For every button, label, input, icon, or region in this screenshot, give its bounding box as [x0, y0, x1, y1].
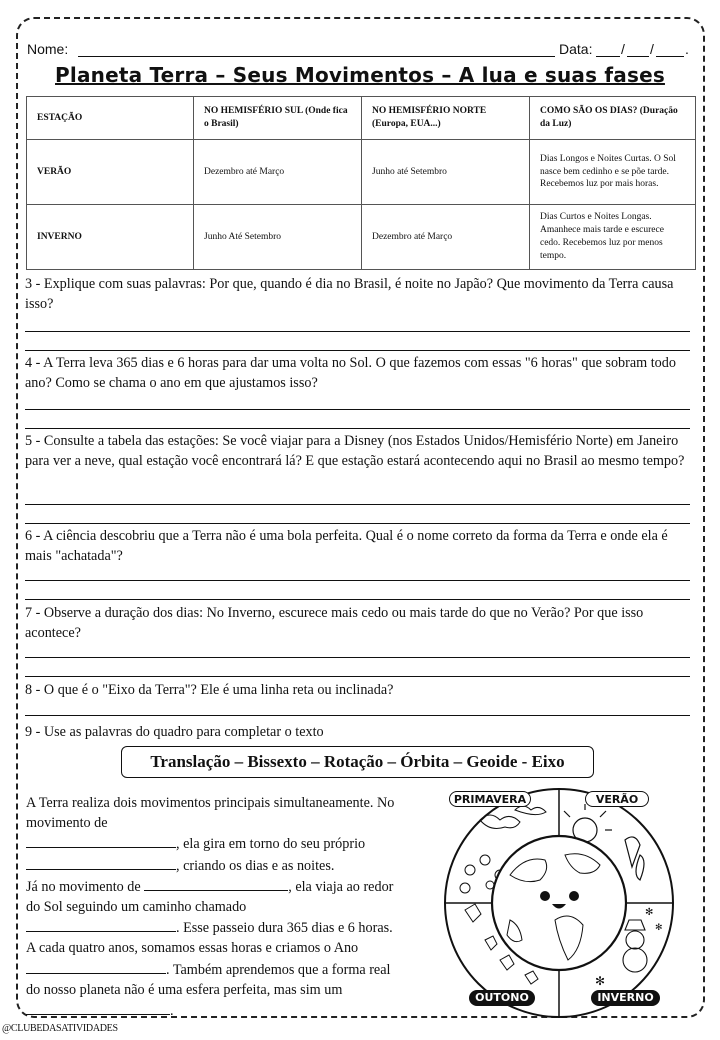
answer-line[interactable]	[25, 523, 690, 524]
page-title: Planeta Terra – Seus Movimentos – A lua e suas fases	[55, 63, 665, 87]
cloze-text: A Terra realiza dois movimentos principais simultaneamente. No movimento de	[26, 795, 395, 832]
season-cell: INVERNO	[27, 205, 194, 270]
north-cell: Junho até Setembro	[362, 140, 530, 205]
name-label: Nome:	[27, 41, 69, 57]
header-cell: NO HEMISFÉRIO NORTE (Europa, EUA...)	[362, 97, 530, 140]
answer-line[interactable]	[25, 580, 690, 581]
answer-line[interactable]	[25, 504, 690, 505]
cloze-text: , criando os dias e as noites.	[176, 857, 335, 874]
svg-text:✻: ✻	[595, 974, 606, 988]
date-day-field[interactable]	[596, 56, 620, 57]
table-header-row	[27, 97, 696, 140]
question-6: 6 - A ciência descobriu que a Terra não é uma bola perfeita. Qual é o nome correto da forma da Terra e onde ela é mais "achatada"?	[25, 528, 668, 564]
svg-text:✻: ✻	[645, 907, 654, 918]
cloze-text: . Também aprendemos que a forma real do nosso planeta não é uma esfera perfeita, mas sim um	[26, 961, 391, 998]
footer-credit: @CLUBEDASATIVIDADES	[2, 1023, 118, 1034]
south-cell: Junho Até Setembro	[194, 205, 362, 270]
answer-line[interactable]	[25, 428, 690, 429]
date-slash: /	[650, 41, 654, 57]
cloze-blank-geoid[interactable]	[26, 1000, 170, 1015]
cloze-blank-leap[interactable]	[26, 959, 166, 974]
answer-line[interactable]	[25, 350, 690, 351]
answer-line[interactable]	[25, 676, 690, 677]
question-3: 3 - Explique com suas palavras: Por que, quando é dia no Brasil, é noite no Japão? Que movimento da Terra causa isso?	[25, 276, 674, 312]
cloze-blank-orbit[interactable]	[26, 917, 176, 932]
header-cell: COMO SÃO OS DIAS? (Duração da Luz)	[530, 97, 696, 140]
answer-line[interactable]	[25, 657, 690, 658]
cloze-text: Já no movimento de	[26, 878, 141, 895]
season-cell: VERÃO	[27, 140, 194, 205]
cloze-text: , ela viaja ao redor do Sol seguindo um caminho chamado	[26, 878, 394, 916]
header-cell: NO HEMISFÉRIO SUL (Onde fica o Brasil)	[194, 97, 362, 140]
answer-line[interactable]	[25, 715, 690, 716]
days-cell: Dias Longos e Noites Curtas. O Sol nasce bem cedinho e se põe tarde. Recebemos luz por mais horas.	[530, 140, 696, 205]
table-row	[27, 205, 696, 270]
question-8: 8 - O que é o "Eixo da Terra"? Ele é uma linha reta ou inclinada?	[25, 682, 394, 698]
date-period: .	[685, 41, 689, 57]
cloze-text: , ela gira em torno do seu próprio	[176, 836, 366, 853]
season-table	[26, 96, 696, 270]
label-winter: INVERNO	[591, 990, 660, 1006]
answer-line[interactable]	[25, 331, 690, 332]
cloze-text: .	[170, 1003, 174, 1020]
days-cell: Dias Curtos e Noites Longas. Amanhece mais tarde e escurece cedo. Recebemos luz por menos tempo.	[530, 205, 696, 270]
date-year-field[interactable]	[656, 56, 684, 57]
cloze-text: . Esse passeio dura 365 dias e 6 horas. A cada quatro anos, somamos essas horas e criamos o Ano	[26, 920, 393, 957]
date-slash: /	[621, 41, 625, 57]
name-field[interactable]	[78, 56, 555, 57]
label-spring: PRIMAVERA	[449, 791, 531, 807]
question-7: 7 - Observe a duração dos dias: No Inverno, escurece mais cedo ou mais tarde do que no Verão? Por que isso acontece?	[25, 605, 644, 641]
cloze-blank-translation[interactable]	[144, 876, 288, 891]
question-5: 5 - Consulte a tabela das estações: Se você viajar para a Disney (nos Estados Unidos/Hemisfério Norte) em Janeiro para ver a neve, qual estação você encontrará lá? E que estação estará acontecendo aqui no Brasil ao mesmo tempo?	[25, 433, 685, 469]
south-cell: Dezembro até Março	[194, 140, 362, 205]
header-cell: ESTAÇÃO	[27, 97, 194, 140]
north-cell: Dezembro até Março	[362, 205, 530, 270]
question-4: 4 - A Terra leva 365 dias e 6 horas para dar uma volta no Sol. O que fazemos com essas "6 horas" que sobram todo ano? Como se chama o ano em que ajustamos isso?	[25, 355, 676, 391]
svg-text:✻: ✻	[655, 922, 663, 932]
word-bank-box: Translação – Bissexto – Rotação – Órbita – Geoide - Eixo	[121, 746, 594, 778]
cloze-blank-axis[interactable]	[26, 855, 176, 870]
cloze-blank-rotation[interactable]	[26, 833, 176, 848]
earth-seasons-icon	[440, 780, 680, 1020]
answer-line[interactable]	[25, 409, 690, 410]
question-9: 9 - Use as palavras do quadro para completar o texto	[25, 724, 324, 740]
date-label: Data:	[559, 41, 593, 57]
date-month-field[interactable]	[627, 56, 649, 57]
label-autumn: OUTONO	[469, 990, 535, 1006]
table-row	[27, 140, 696, 205]
cloze-paragraph	[26, 793, 396, 1021]
seasons-illustration	[440, 780, 680, 1020]
answer-line[interactable]	[25, 599, 690, 600]
label-summer: VERÃO	[585, 791, 649, 807]
